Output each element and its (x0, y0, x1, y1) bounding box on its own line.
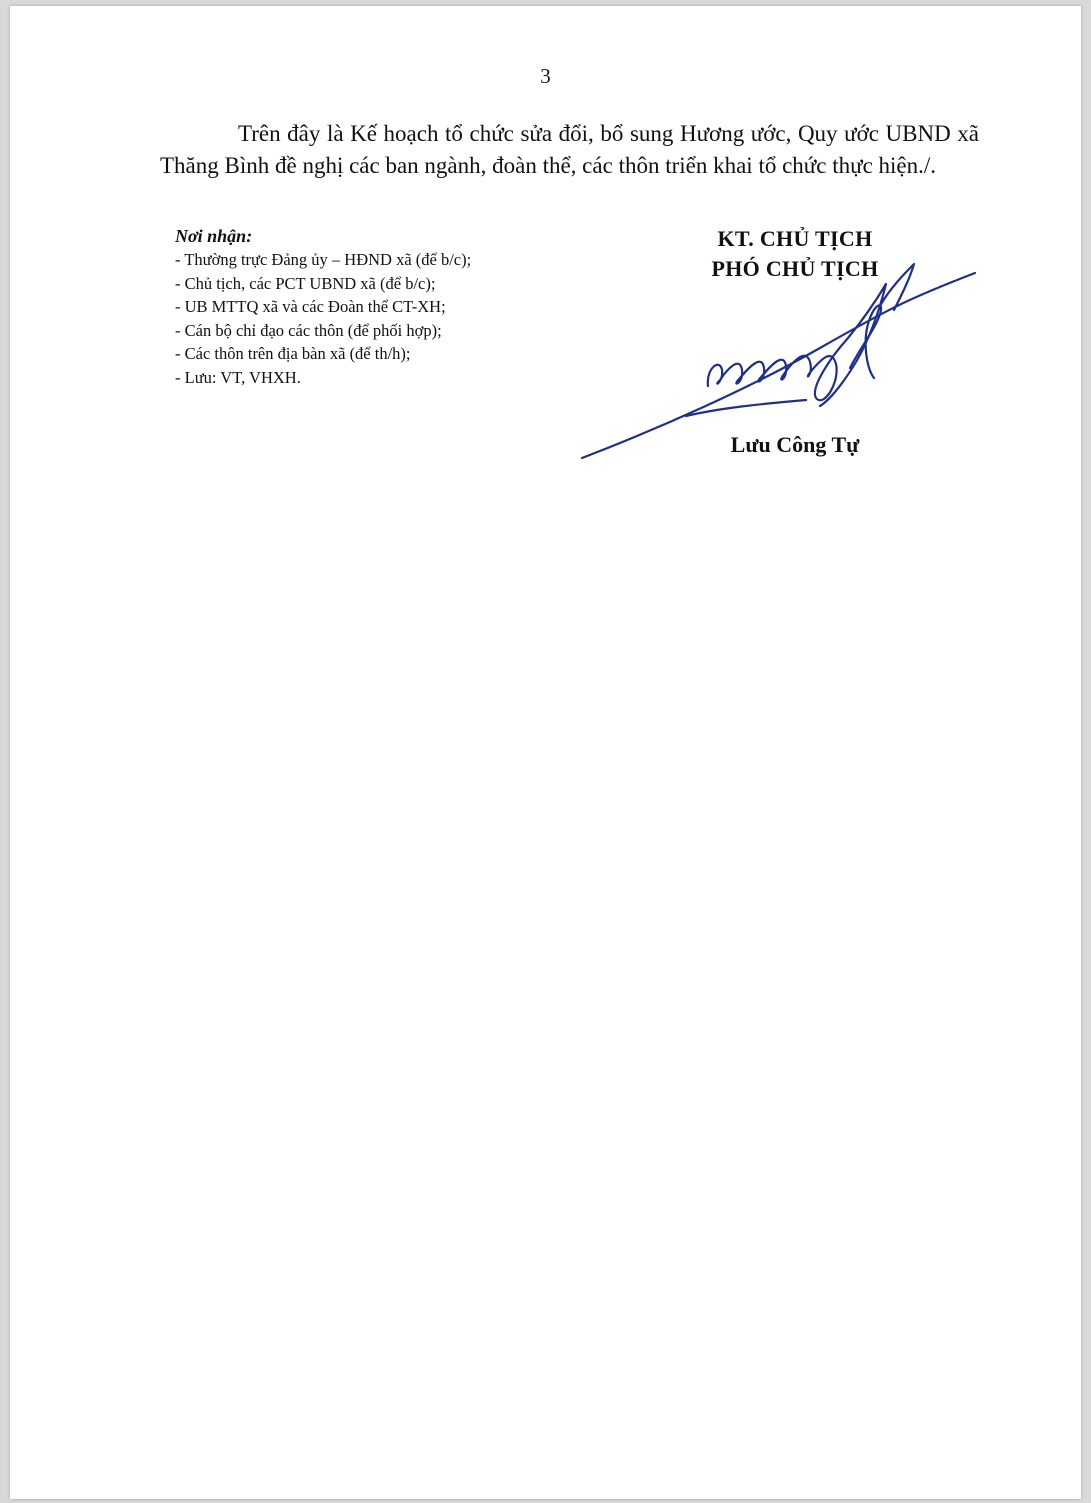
recipients-block (175, 224, 595, 389)
closing-paragraph: Trên đây là Kế hoạch tổ chức sửa đổi, bổ sung Hương ước, Quy ước UBND xã Thăng Bình đề nghị các ban ngành, đoàn thể, các thôn triển khai tổ chức thực hiện./. (160, 121, 979, 178)
recipient-item: - Thường trực Đảng ủy – HĐND xã (để b/c); (175, 250, 472, 269)
document-page (10, 6, 1081, 1499)
signature-strokes (582, 264, 975, 458)
signature-title-line2: PHÓ CHỦ TỊCH (711, 256, 879, 281)
recipients-list (175, 248, 595, 389)
recipient-item: - Lưu: VT, VHXH. (175, 367, 301, 387)
recipient-item: - Các thôn trên địa bàn xã (để th/h); (175, 344, 411, 363)
page-number: 3 (540, 64, 551, 88)
recipient-item: - Cán bộ chỉ đạo các thôn (để phối hợp); (175, 320, 442, 340)
recipient-item: - UB MTTQ xã và các Đoàn thể CT-XH; (175, 297, 446, 316)
recipients-title: Nơi nhận: (175, 226, 253, 246)
signature-title-line1: KT. CHỦ TỊCH (717, 226, 873, 251)
signature-loop-stroke (708, 284, 886, 406)
recipient-item: - Chủ tịch, các PCT UBND xã (để b/c); (175, 273, 436, 293)
signer-name: Lưu Công Tự (730, 432, 860, 457)
